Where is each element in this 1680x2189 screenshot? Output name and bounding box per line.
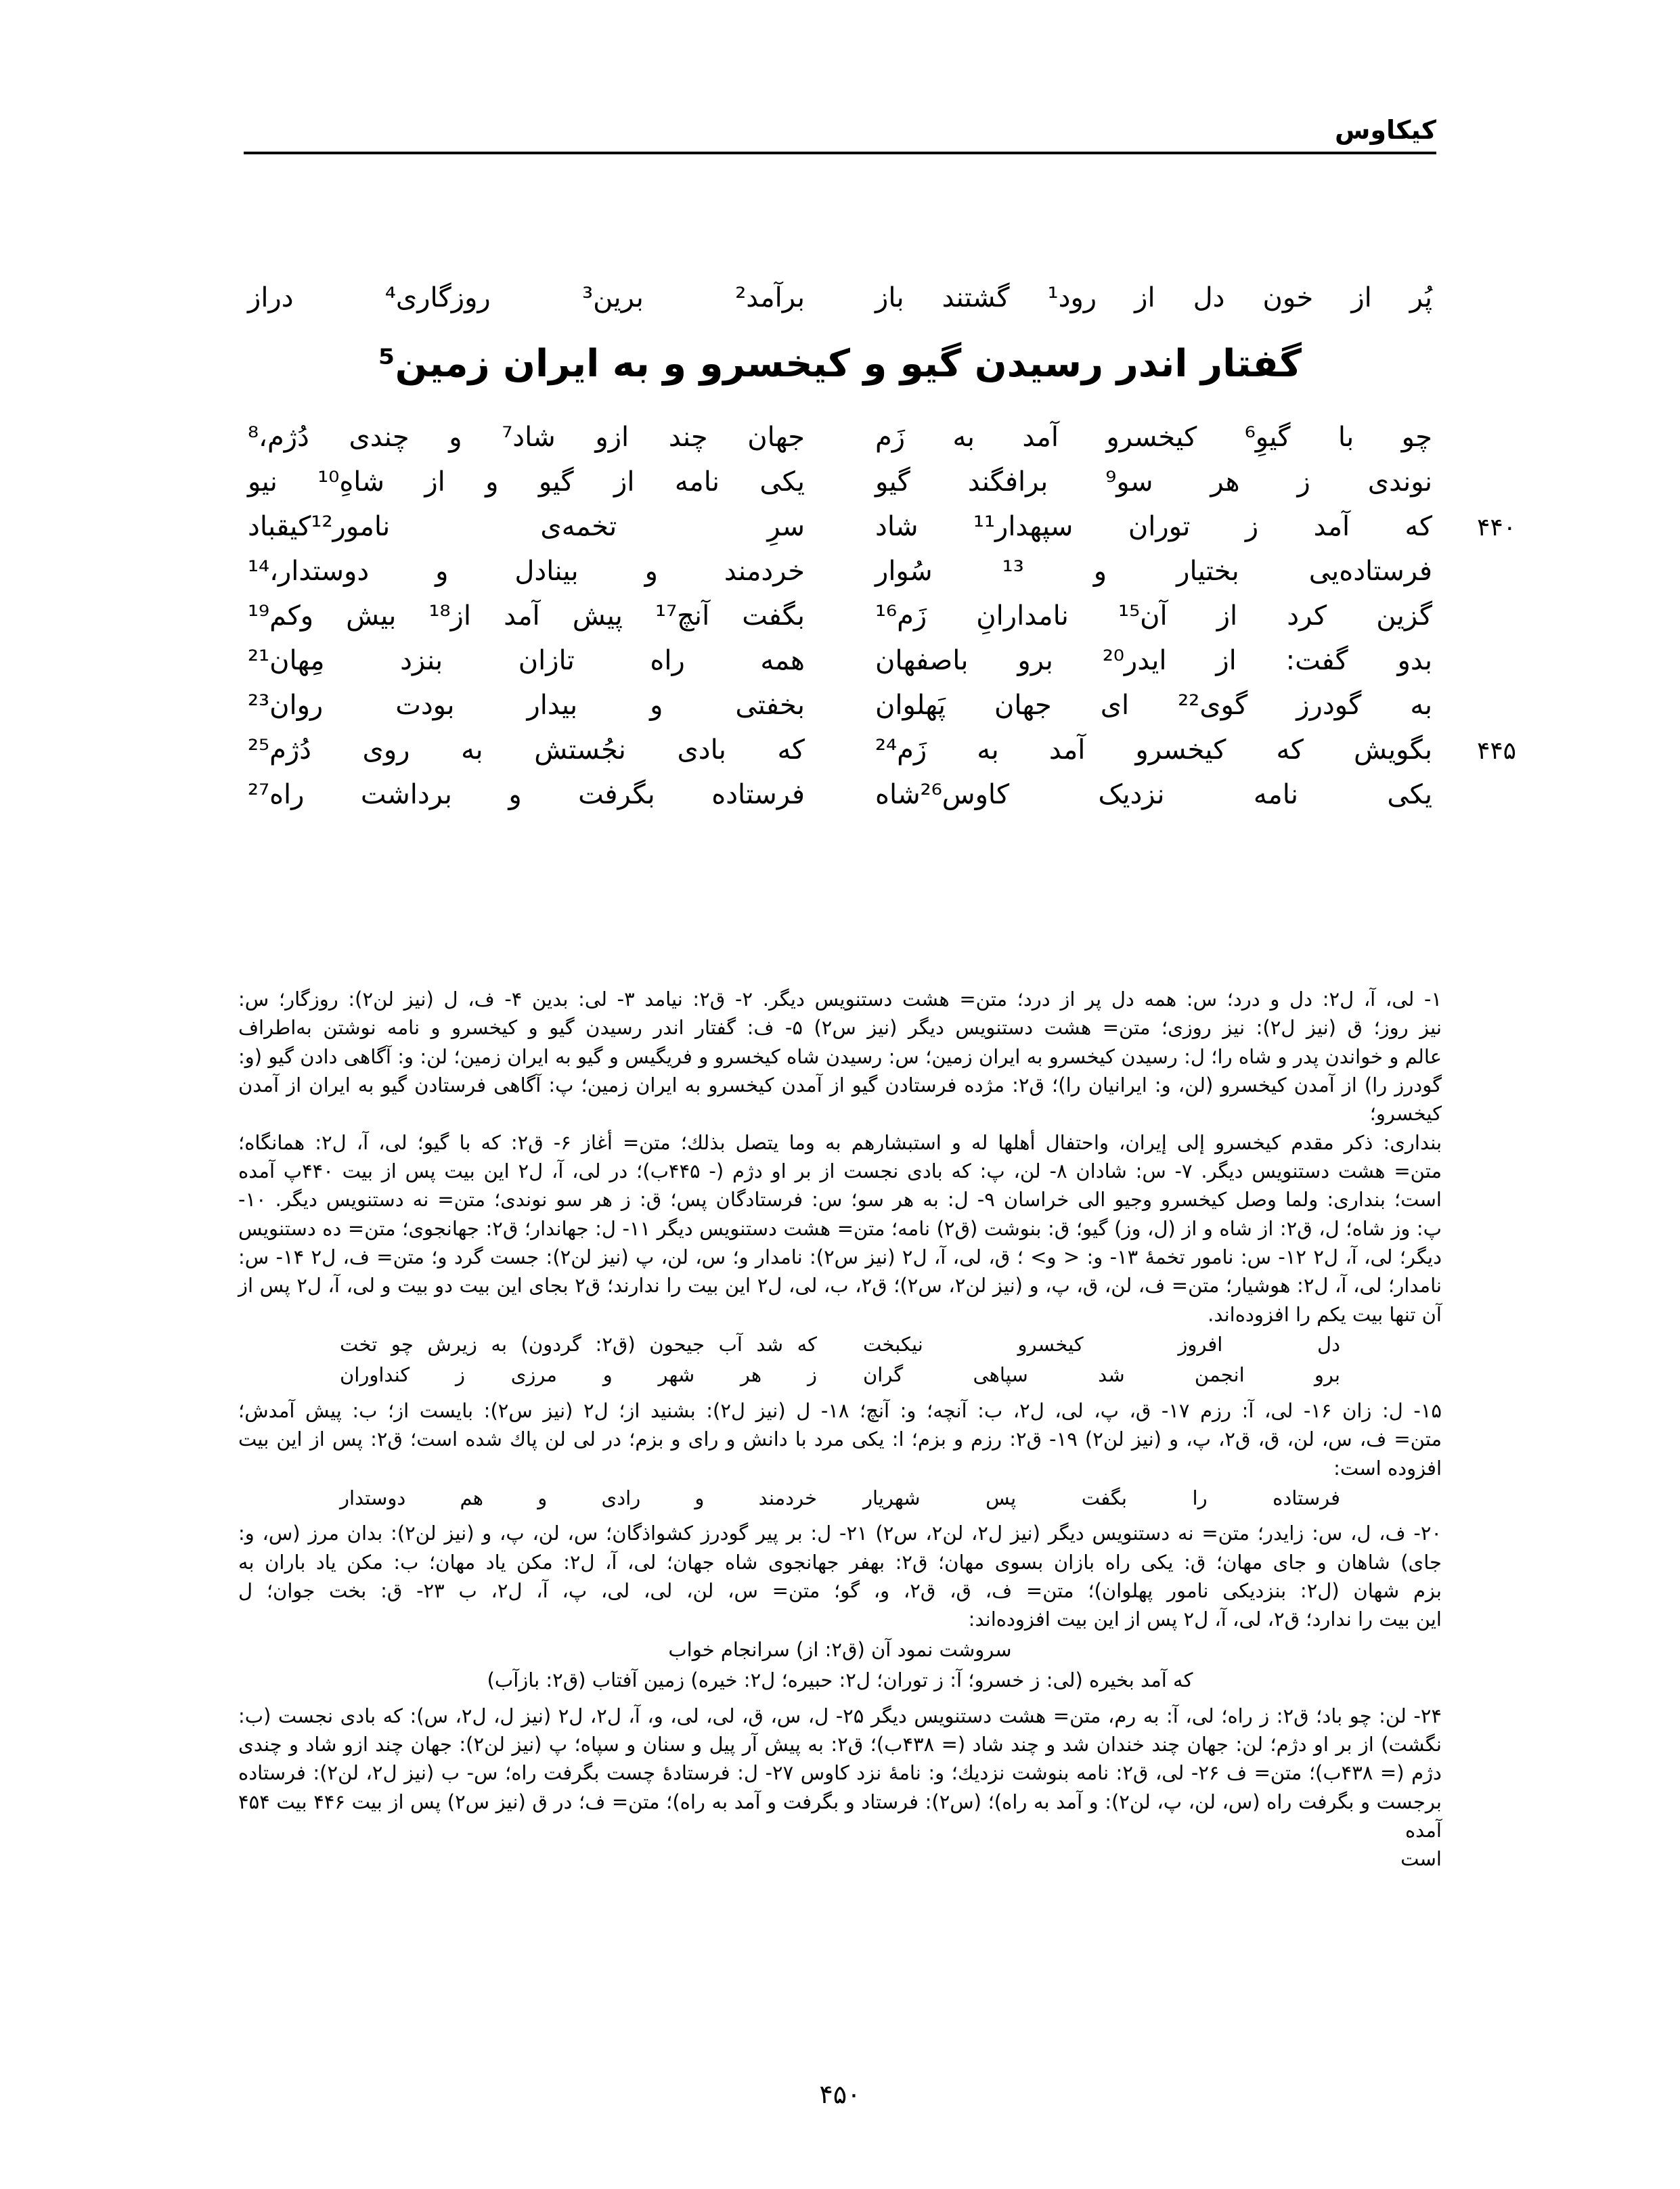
verse-row (244, 422, 1436, 454)
apparatus-quoted-verse-line: که آمد بخیره (لی: ز خسرو؛ آ: ز توران؛ ل٢: حبیره؛ ل٢: خیره) زمین آفتاب (ق٢: بازآب) (487, 1668, 1193, 1692)
verse-row (244, 779, 1436, 811)
apparatus-spacer (238, 1697, 1442, 1702)
hemistich-right: که آمد ز توران سپهدار¹¹ شاد (875, 511, 1432, 543)
hemistich-left: جهان چند ازو شاد⁷ و چندی دُژم،⁸ (248, 422, 805, 454)
apparatus-line: جای) شاهان و جای مهان؛ ق: یکی راه بازان بسوی مهان؛ ق٢: بهفر جهانجوی شاه جهان؛ لی، آ، ل٢: مکن یاد مهان؛ ب: مکن یاد باران به (238, 1550, 1442, 1574)
hemistich-left: فرستاده بگرفت و برداشت راه²⁷ (248, 779, 805, 811)
verse-row (244, 645, 1436, 677)
apparatus-line: است (1400, 1847, 1442, 1871)
apparatus-line: متن= هشت دستنویس دیگر. ۷- س: شادان ۸- لن، پ: که بادی نجست از بر او دژم (- ۴۴۵ب)؛ در لی، آ، ل٢ این بیت پس از بیت ۴۴۰پ آمده (238, 1159, 1442, 1182)
intro-couplet (244, 284, 1436, 311)
hemistich-left: ز هر شهر و مرزی ز کنداوران (340, 1363, 817, 1387)
hemistich-right: بدو گفت: از ایدر²⁰ برو باصفهان (875, 645, 1433, 677)
hemistich-right: پُر از خون دل از رود¹ گشتند باز (875, 282, 1432, 313)
apparatus-line: دیگر؛ لی، آ، ل٢ ۱۲- س: نامور تخمهٔ ۱۳- و: < و> ؛ ق، لی، آ، ل٢ (نیز س٢): نامدار و؛ س، لن، پ (نیز لن٢): جست گرد و؛ متن= ف، ل٢ ۱۴- س: (238, 1245, 1442, 1268)
running-head: کیکاوس (1334, 115, 1436, 145)
hemistich-left: سرِ تخمه‌ی نامور¹²کیقباد (248, 511, 805, 543)
hemistich-right: چو با گیوِ⁶ کیخسرو آمد به زَم (875, 422, 1433, 454)
apparatus-line: ۱- لی، آ، ل٢: دل و درد؛ س: همه دل پر از درد؛ متن= هشت دستنویس دیگر. ۲- ق٢: نیامد ۳- لی: بدین ۴- ف، ل (نیز لن٢): روزگار؛ س: (238, 988, 1442, 1011)
hemistich-left: برآمد² برین³ روزگاری⁴ دراز (248, 282, 805, 313)
apparatus-line: ۲۴- لن: چو باد؛ ق٢: ز راه؛ لی، آ: به رم، متن= هشت دستنویس دیگر ۲۵- ل، س، ق، لی، لی، و، آ، ل٢، ل٢ (نیز ل، ل٢، س): که بادی نجست (ب: (238, 1704, 1442, 1727)
verse-number: ۴۴۰ (1476, 514, 1516, 542)
critical-apparatus (238, 985, 1442, 1874)
verse-row (244, 466, 1436, 498)
hemistich-right: گزین کرد از آن¹⁵ نامدارانِ زَم¹⁶ (875, 600, 1432, 632)
verse-row (244, 734, 1516, 766)
hemistich-left: خردمند و رادی و هم دوستدار (340, 1486, 817, 1509)
apparatus-quoted-verse-line: سروشت نمود آن (ق٢: از) سرانجام خواب (668, 1637, 1012, 1661)
apparatus-spacer (238, 1392, 1442, 1396)
apparatus-quoted-verse (238, 1330, 1442, 1360)
apparatus-line: نگشت) از بر او دژم؛ لن: جهان چند خندان شد و چند شاد (= ۴۳۸ب)؛ ق٢: به پیش آر پیل و سنان و سپاه؛ پ (نیز لن٢): جهان چند ازو شاد و چندی (238, 1733, 1442, 1756)
hemistich-right: برو انجمن شد سپاهی گران (863, 1363, 1340, 1387)
hemistich-left: که بادی نجُستش به روی دُژم²⁵ (248, 734, 805, 766)
apparatus-line: دژم (= ۴۳۸ب)؛ متن= ف ۲۶- لی، ق٢: نامه بنوشت نزدیك؛ و: نامهٔ نزد کاوس ۲۷- ل: فرستادهٔ چست بگرفت راه؛ س- ب (نیز ل٢، لن٢): فرستاده (238, 1761, 1442, 1785)
apparatus-line: نیز روز؛ ق (نیز ل٢): نیز روزی؛ متن= هشت دستنویس دیگر (نیز س٢) ۵- ف: گفتار اندر رسیدن گیو و کیخسرو و نامه نوشتن به‌اطراف (238, 1016, 1442, 1040)
apparatus-line: بنداری: ذکر مقدم کیخسرو إلی إیران، واحتفال أهلها له و استبشارهم به وما یتصل بذلك؛ متن= أغاز ۶- ق٢: که با گیو؛ لی، آ، ل٢: همانگاه؛ (238, 1130, 1442, 1154)
apparatus-quoted-verse (238, 1361, 1442, 1390)
page-number: ۴۵۰ (819, 2079, 861, 2109)
hemistich-right: فرستاده را بگفت پس شهریار (863, 1486, 1340, 1509)
apparatus-line: این بیت را ندارد؛ ق٢، لی، آ، ل٢ پس از این بیت افزوده‌اند: (968, 1608, 1442, 1631)
apparatus-line: است؛ بنداری: ولما وصل کیخسرو وجیو الی خراسان ۹- ل: به هر سو؛ س: فرستادگان پس؛ ق: ز هر سو نوندی؛ متن= نه دستنویس دیگر. ۱۰- (238, 1188, 1442, 1212)
hemistich-left: که شد آب جیحون (ق٢: گردون) به زیرش چو تخت (340, 1332, 817, 1356)
apparatus-line: ۲۰- ف، ل، س: زایدر؛ متن= نه دستنویس دیگر (نیز ل٢، لن٢، س٢) ۲۱- ل: بر پیر گودرز کشواذگان؛ س، لن، پ، و (نیز لن٢): بدان مرز (س، و: (238, 1522, 1442, 1545)
apparatus-line: پ: وز شاه؛ ل، ق٢: از شاه و از (ل، وز) گیو؛ ق: بنوشت (ق٢) نامه؛ متن= هشت دستنویس دیگر ۱۱- ل: جهاندار؛ ق٢: جهانجوی؛ متن= ده دستنویس (238, 1216, 1442, 1240)
hemistich-left: بخفتی و بیدار بودت روان²³ (248, 690, 805, 722)
hemistich-left: خردمند و بینادل و دوستدار،¹⁴ (248, 556, 805, 588)
hemistich-right: دل افروز کیخسرو نیکبخت (863, 1332, 1340, 1356)
apparatus-line: نامدار؛ لی، آ، ل٢: هوشیار؛ متن= ف، لن، ق، پ، و (نیز لن٢، س٢)؛ ق٢، ب، لی، ل٢ این بیت را ندارند؛ ق٢ بجای این بیت دو بیت و لی، آ، ل٢ پس از (238, 1274, 1442, 1298)
verse-row (244, 690, 1436, 722)
apparatus-line: بزم شهان (ل٢: بنزدیکی نامور پهلوان)؛ متن= ف، ق، ق٢، و، گو؛ متن= س، لن، لی، لی، پ، آ، ل٢، ب ۲۳- ق: بخت جوان؛ ل (238, 1579, 1442, 1603)
section-heading: گفتار اندر رسیدن گیو و کیخسرو و به ایران زمین⁵ (378, 342, 1302, 386)
verse-number: ۴۴۵ (1476, 737, 1516, 766)
apparatus-line: آن تنها بیت یکم را افزوده‌اند. (1208, 1302, 1442, 1326)
verse-row (244, 600, 1436, 632)
apparatus-block-1 (238, 985, 1442, 1329)
apparatus-line: ۱۵- ل: زان ۱۶- لی، آ: رزم ۱۷- ق، پ، لی، ل٢، ب: آنچه؛ و: آنچ؛ ۱۸- ل (نیز ل٢): بشنید از؛ ل٢ (نیز س٢): بایست از؛ ب: پیش آمدش؛ (238, 1398, 1442, 1422)
apparatus-line: گودرز را) از آمدن کیخسرو (لن، و: ایرانیان را)؛ ق٢: مژده فرستادن گیو از آمدن کیخسرو به ایران زمین؛ پ: آگاهی فرستادن گیو به ایران از آمدن کیخسرو؛ (238, 1073, 1442, 1126)
apparatus-line: برجست و بگرفت راه (س، لن، پ، لن٢): و آمد به راه)؛ (س٢): فرستاد و بگرفت و آمد به راه)؛ متن= ف؛ در ق (نیز س٢) پس از بیت ۴۴۶ بیت ۴۵۴ آمده (238, 1790, 1442, 1842)
hemistich-right: یکی نامه نزدیک کاوس²⁶شاه (875, 779, 1432, 811)
apparatus-line: عالم و خواندن پدر و شاه را؛ ل: رسیدن کیخسرو به ایران زمین؛ س: رسیدن شاه کیخسرو و فریگیس و گیو به ایران زمین؛ لن: و: آگاهی دادن گیو (و: (238, 1044, 1442, 1068)
apparatus-block-3 (238, 1519, 1442, 1633)
hemistich-right: فرستاده‌یی بختیار و ¹³ سُوار (875, 556, 1432, 588)
apparatus-line: افزوده است: (1333, 1456, 1442, 1480)
apparatus-block-2 (238, 1396, 1442, 1482)
verse-area (244, 282, 1516, 826)
hemistich-right: بگویش که کیخسرو آمد به زَم²⁴ (875, 734, 1432, 766)
hemistich-right: نوندی ز هر سو⁹ برافگند گیو (875, 466, 1432, 498)
hemistich-left: بگفت آنچ¹⁷ پیش آمد از¹⁸ بیش وکم¹⁹ (248, 600, 805, 632)
header-rule (244, 152, 1436, 154)
verse-row (244, 511, 1516, 543)
apparatus-spacer (238, 1514, 1442, 1519)
hemistich-right: به گودرز گوی²² ای جهان پَهلوان (875, 690, 1432, 722)
verse-row (244, 556, 1436, 588)
running-head-area (244, 116, 1436, 154)
hemistich-left: همه راه تازان بنزد مِهان²¹ (248, 645, 805, 677)
apparatus-quoted-verse (238, 1484, 1442, 1513)
apparatus-line: متن= ف، س، لن، ق، ق٢، پ، و (نیز لن٢) ۱۹- ق٢: رزم و بزم؛ ا: یکی مرد با دانش و رای و بزم؛ در لی لن پاك شده است؛ ق٢: پس از این بیت (238, 1428, 1442, 1451)
apparatus-block-4 (238, 1702, 1442, 1874)
hemistich-left: یکی نامه از گیو و از شاهِ¹⁰ نیو (248, 466, 805, 498)
